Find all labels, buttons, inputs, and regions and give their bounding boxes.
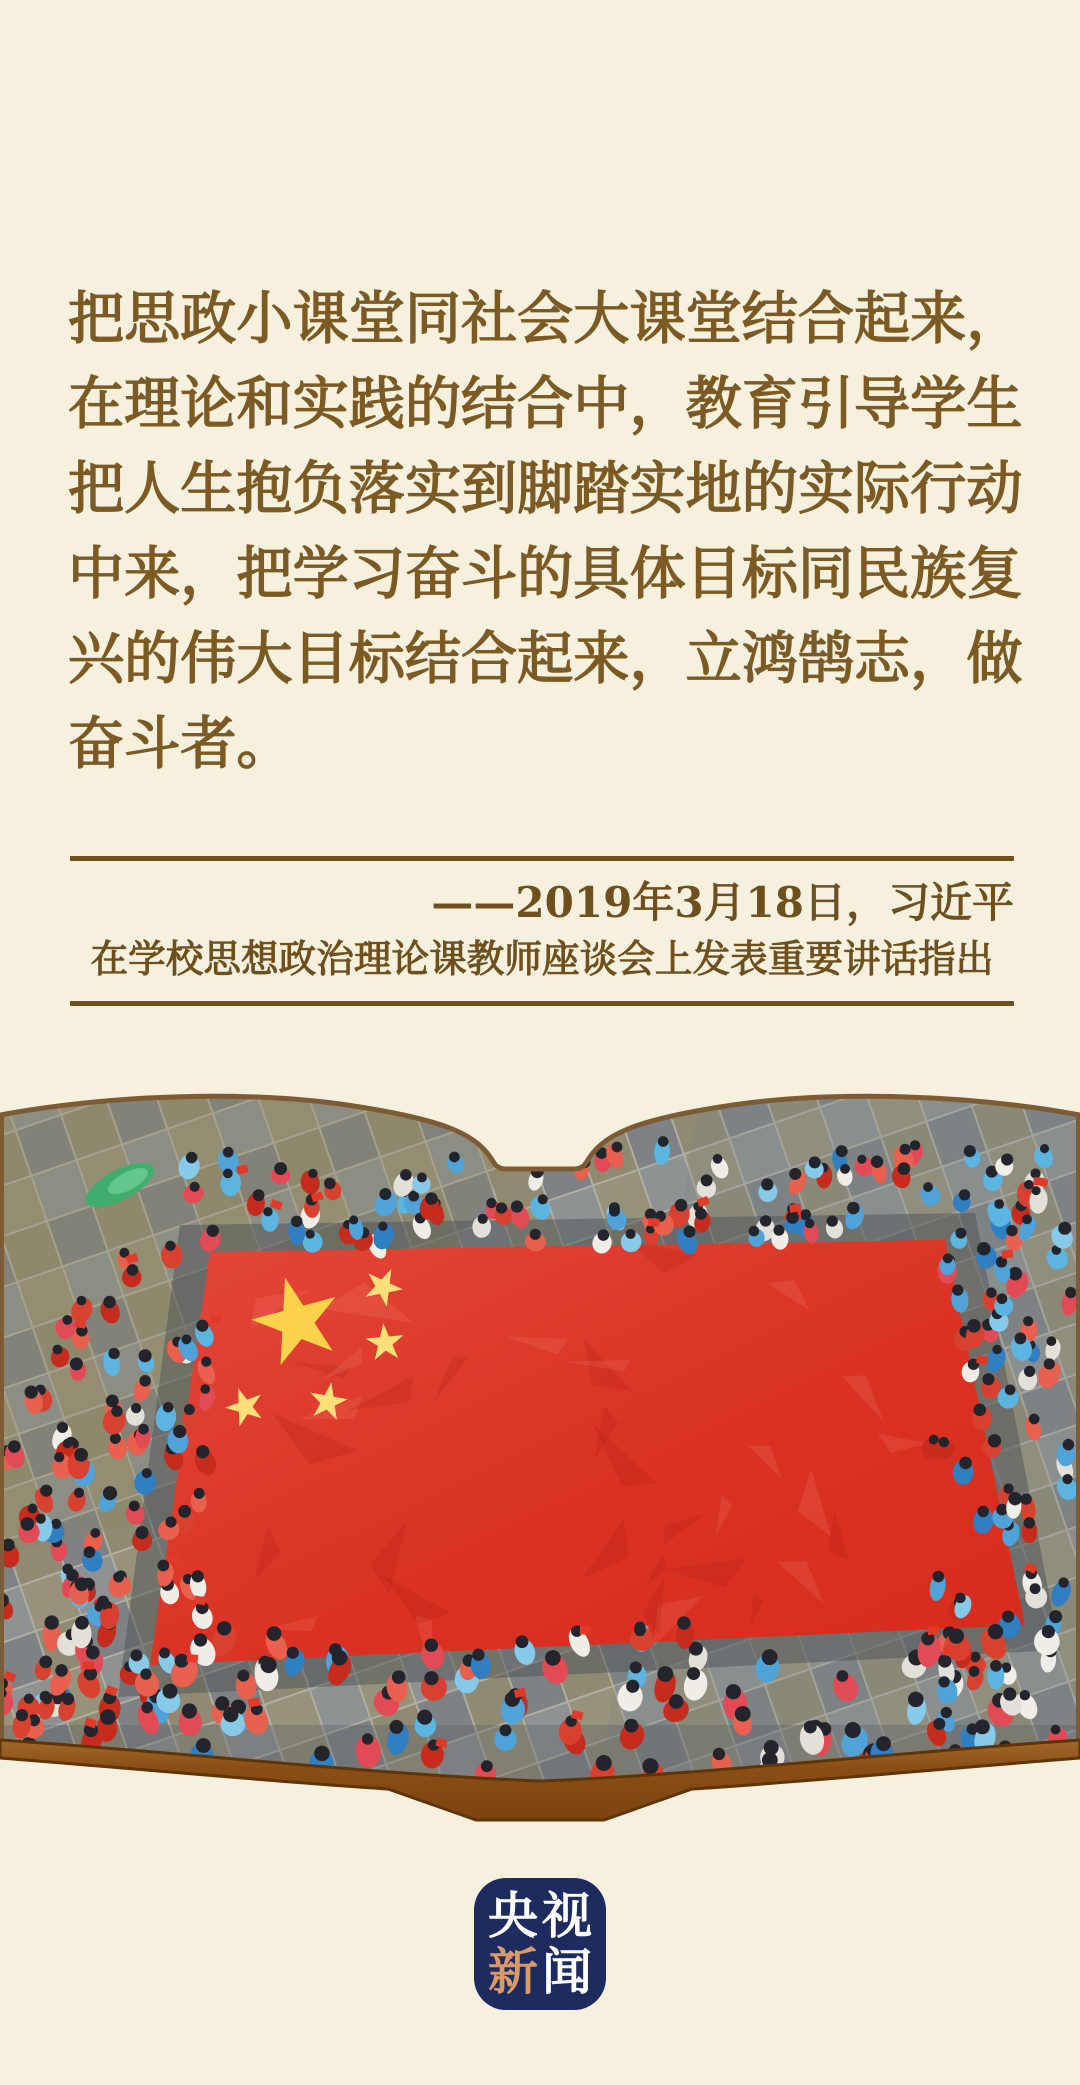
divider-bottom (70, 1001, 1014, 1006)
attribution-block (70, 856, 1014, 1006)
cctv-news-logo (474, 1878, 606, 2010)
logo-row-bottom (488, 1945, 592, 1999)
quote-line-1: 把思政小课堂同社会大课堂结合起来， (68, 285, 1023, 352)
quote-line-3: 把人生抱负落实到脚踏实地的实际行动 (68, 455, 1023, 522)
divider-top (70, 856, 1014, 861)
quote-block (68, 276, 1023, 786)
attribution-date: ——2019年3月18日，习近平 (431, 878, 1014, 927)
quote-line-6: 奋斗者。 (68, 710, 293, 777)
quote-line-5: 兴的伟大目标结合起来，立鸿鹄志，做 (68, 625, 1023, 692)
flag-photo-illustration (0, 1085, 1080, 1875)
logo-char-yang: 央 (488, 1887, 538, 1945)
quote-line-4: 中来，把学习奋斗的具体目标同民族复 (68, 540, 1023, 607)
logo-row-top (488, 1889, 592, 1943)
logo-char-wen: 闻 (542, 1943, 592, 2001)
logo-char-shi: 视 (542, 1887, 592, 1945)
logo-char-xin: 新 (488, 1943, 538, 2001)
book-photo (0, 1085, 1080, 1875)
quote-line-2: 在理论和实践的结合中，教育引导学生 (68, 370, 1023, 437)
attribution-source: 在学校思想政治理论课教师座谈会上发表重要讲话指出 (90, 936, 994, 981)
